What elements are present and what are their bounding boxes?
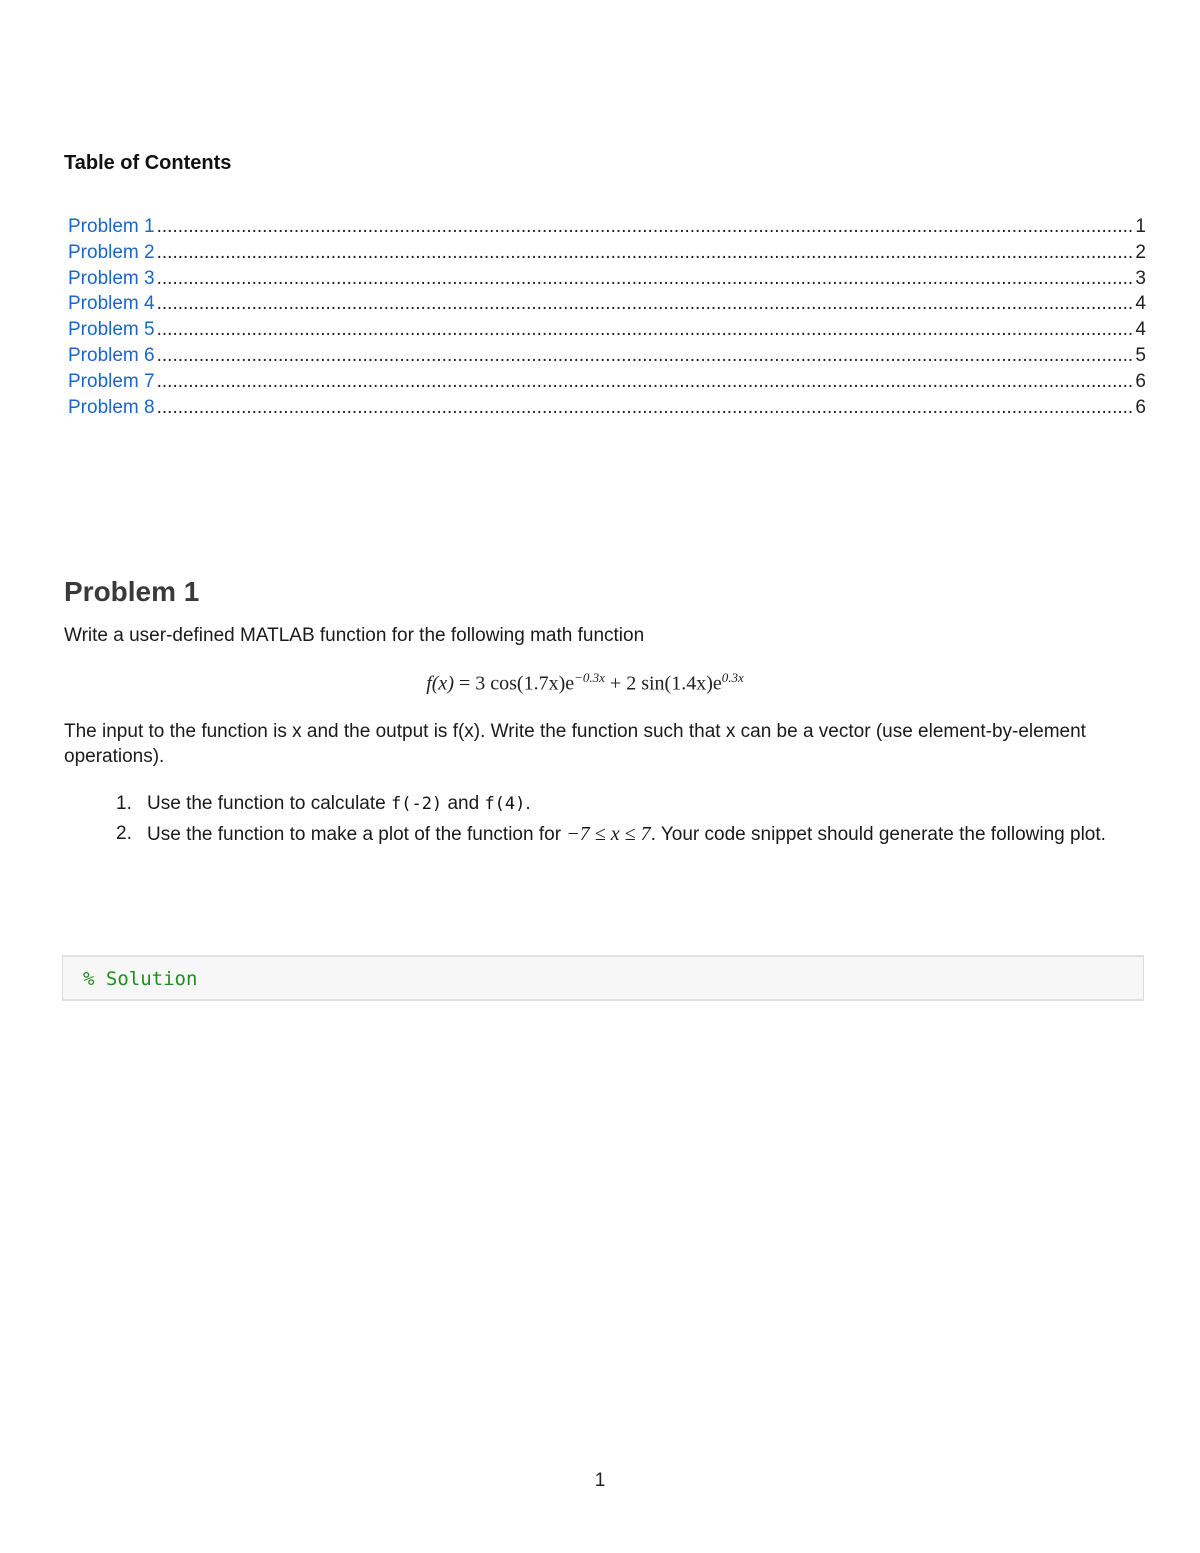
toc-page-number: 4 — [1135, 319, 1146, 341]
toc-entry — [68, 317, 1146, 343]
step-text: . Your code snippet should generate the following plot. — [650, 824, 1106, 845]
toc-leader — [157, 214, 1134, 240]
toc-leader — [157, 240, 1134, 266]
toc-link-problem-8[interactable]: Problem 8 — [68, 396, 155, 418]
toc-title: Table of Contents — [64, 152, 232, 174]
toc-page-number: 6 — [1135, 396, 1146, 418]
math-equation — [0, 670, 1170, 696]
toc-entry — [68, 240, 1146, 266]
equation-term-1: 3 cos(1.7x)e — [475, 672, 575, 695]
toc-leader — [157, 395, 1134, 421]
equation-exponent-1: −0.3x — [574, 670, 605, 685]
toc-leader — [157, 266, 1134, 292]
toc-page-number: 3 — [1135, 267, 1146, 289]
step-text: Use the function to make a plot of the function for — [147, 824, 567, 845]
step-text: Use the function to calculate — [147, 793, 391, 814]
step-text: and — [442, 793, 485, 814]
toc-page-number: 5 — [1135, 344, 1146, 366]
toc-link-problem-3[interactable]: Problem 3 — [68, 267, 155, 289]
list-item — [64, 820, 1124, 849]
toc-entry — [68, 395, 1146, 421]
toc-link-problem-6[interactable]: Problem 6 — [68, 344, 155, 366]
step-text: . — [525, 793, 531, 814]
toc-entry — [68, 266, 1146, 292]
step-number: 2. — [116, 823, 132, 844]
toc-page-number: 6 — [1135, 370, 1146, 392]
equation-equals: = — [458, 672, 471, 695]
step-number: 1. — [116, 793, 132, 814]
inline-math: −7 ≤ x ≤ 7 — [566, 823, 651, 845]
section-title-problem-1: Problem 1 — [64, 576, 200, 607]
problem-intro: Write a user-defined MATLAB function for the following math function — [64, 625, 645, 646]
toc-leader — [157, 291, 1134, 317]
equation-term-2: 2 sin(1.4x)e — [626, 672, 722, 695]
toc-link-problem-4[interactable]: Problem 4 — [68, 293, 155, 315]
toc-page-number: 2 — [1135, 241, 1146, 263]
inline-code: f(-2) — [390, 794, 443, 814]
list-item — [64, 790, 1124, 818]
toc-link-problem-1[interactable]: Problem 1 — [68, 216, 155, 237]
toc-leader — [157, 317, 1134, 343]
toc-link-problem-2[interactable]: Problem 2 — [68, 241, 155, 263]
code-comment: % Solution — [83, 968, 198, 990]
inline-code: f(4) — [484, 794, 526, 814]
equation-plus: + — [609, 672, 622, 695]
equation-exponent-2: 0.3x — [721, 670, 744, 685]
toc-page-number: 1 — [1135, 216, 1146, 237]
toc-entry — [68, 291, 1146, 317]
problem-description: The input to the function is x and the output is f(x). Write the function such that x can be a vector (use element-by-element operations). — [64, 721, 1086, 767]
equation-lhs: f(x) — [426, 672, 454, 695]
toc-leader — [157, 343, 1134, 369]
code-block[interactable] — [62, 955, 1144, 1001]
table-of-contents — [68, 214, 1146, 420]
toc-entry — [68, 214, 1146, 240]
problem-steps — [64, 790, 1124, 851]
toc-page-number: 4 — [1135, 293, 1146, 315]
toc-entry — [68, 369, 1146, 395]
toc-entry — [68, 343, 1146, 369]
toc-link-problem-7[interactable]: Problem 7 — [68, 370, 155, 392]
toc-leader — [157, 369, 1134, 395]
toc-link-problem-5[interactable]: Problem 5 — [68, 319, 155, 341]
page-number: 1 — [594, 1470, 606, 1491]
